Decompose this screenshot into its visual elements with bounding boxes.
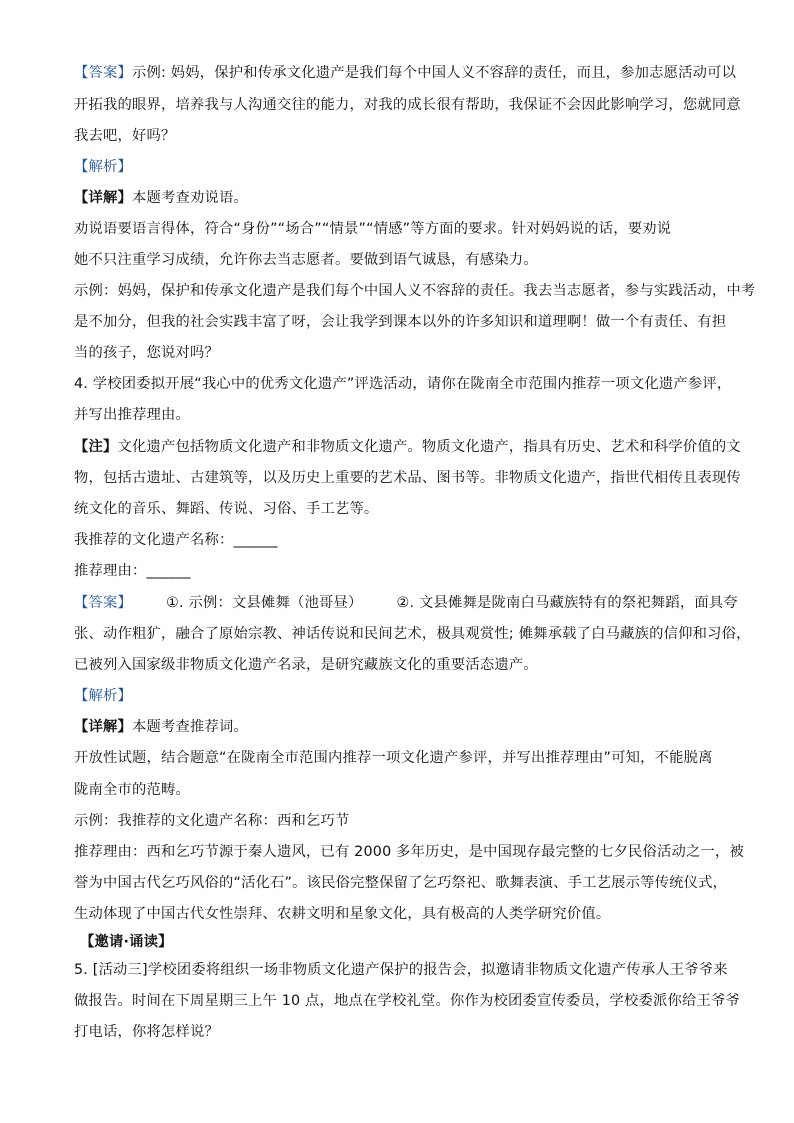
note-tag: 【注】 [74,439,118,455]
paragraph-line: 推荐理由：西和乞巧节源于秦人遗风，已有 2000 多年历史，是中国现存最完整的七夕民俗活动之一，被 [74,844,745,860]
question-5-line-2: 做报告。时间在下周星期三上午 10 点，地点在学校礼堂。你作为校团委宣传委员，学校委派你给王爷爷 [74,993,740,1009]
paragraph-line: 陇南全市的范畴。 [74,782,190,798]
answer-line-2: 张、动作粗犷，融合了原始宗教、神话传说和民间艺术，极具观赏性; 傩舞承载了白马藏族的信仰和习俗， [74,626,751,642]
paragraph-line: 示例：我推荐的文化遗产名称：西和乞巧节 [74,813,350,829]
note-line-2: 物，包括古遗址、古建筑等，以及历史上重要的艺术品、图书等。非物质文化遗产，指世代相传且表现传 [74,470,741,486]
answer-line-1 [74,593,738,613]
answer-line-1: 【答案】示例: 妈妈，保护和传承文化遗产是我们每个中国人义不容辞的责任，而且，参加志愿活动可以 [74,65,737,81]
question-5-line-1: 5. [活动三]学校团委将组织一场非物质文化遗产保护的报告会，拟邀请非物质文化遗产传承人王爷爷来 [74,962,728,978]
detail-line: 【详解】本题考查劝说语。 [74,190,248,206]
answer-tag: 【答案】 [74,595,132,611]
answer-line-3: 我去吧，好吗？ [74,128,176,144]
paragraph-line: 是不加分，但我的社会实践丰富了呀，会让我学到课本以外的许多知识和道理啊！做一个有责任、有担 [74,314,727,330]
answer-tag: 【答案】 [74,65,132,81]
note-line-3: 统文化的音乐、舞蹈、传说、习俗、手工艺等。 [74,501,379,517]
paragraph-line: 当的孩子，您说对吗？ [74,345,219,361]
detail-tag: 【详解】 [74,719,132,735]
note-line-1: 【注】文化遗产包括物质文化遗产和非物质文化遗产。物质文化遗产，指具有历史、艺术和科学价值的文 [74,439,741,455]
answer-item-2: ②. 文县傩舞是陇南白马藏族特有的祭祀舞蹈，面具夸 [396,595,738,611]
detail-tag: 【详解】 [74,190,132,206]
paragraph-line: 劝说语要语言得体，符合“身份”“场合”“情景”“情感”等方面的要求。针对妈妈说的话，要劝说 [74,221,672,237]
answer-line-3: 已被列入国家级非物质文化遗产名录，是研究藏族文化的重要活态遗产。 [74,657,538,673]
paragraph-line: 她不只注重学习成绩，允许你去当志愿者。要做到语气诚恳，有感染力。 [74,252,538,268]
paragraph-line: 开放性试题，结合题意“在陇南全市范围内推荐一项文化遗产参评，并写出推荐理由”可知，不能脱离 [74,750,713,766]
analysis-tag: 【解析】 [74,688,132,704]
section-heading: 【邀请·诵读】 [80,934,173,950]
heritage-name-blank: 我推荐的文化遗产名称：______ [74,532,278,548]
reason-blank: 推荐理由：______ [74,563,191,579]
question-5-line-3: 打电话，你将怎样说？ [74,1024,219,1040]
answer-line-2: 开拓我的眼界，培养我与人沟通交往的能力，对我的成长很有帮助，我保证不会因此影响学习，您就同意 [74,97,741,113]
analysis-tag: 【解析】 [74,159,132,175]
answer-item-1: ①. 示例：文县傩舞（池哥昼） [166,595,363,611]
paragraph-line: 生动体现了中国古代女性崇拜、农耕文明和星象文化，具有极高的人类学研究价值。 [74,906,611,922]
question-4-line-2: 并写出推荐理由。 [74,407,190,423]
detail-line: 【详解】本题考查推荐词。 [74,719,248,735]
paragraph-line: 示例：妈妈，保护和传承文化遗产是我们每个中国人义不容辞的责任。我去当志愿者，参与实践活动，中考 [74,283,756,299]
paragraph-line: 誉为中国古代乞巧风俗的“活化石”。该民俗完整保留了乞巧祭祀、歌舞表演、手工艺展示等传统仪式， [74,875,728,891]
question-4-line-1: 4. 学校团委拟开展“我心中的优秀文化遗产”评选活动，请你在陇南全市范围内推荐一项文化遗产参评， [74,376,732,392]
